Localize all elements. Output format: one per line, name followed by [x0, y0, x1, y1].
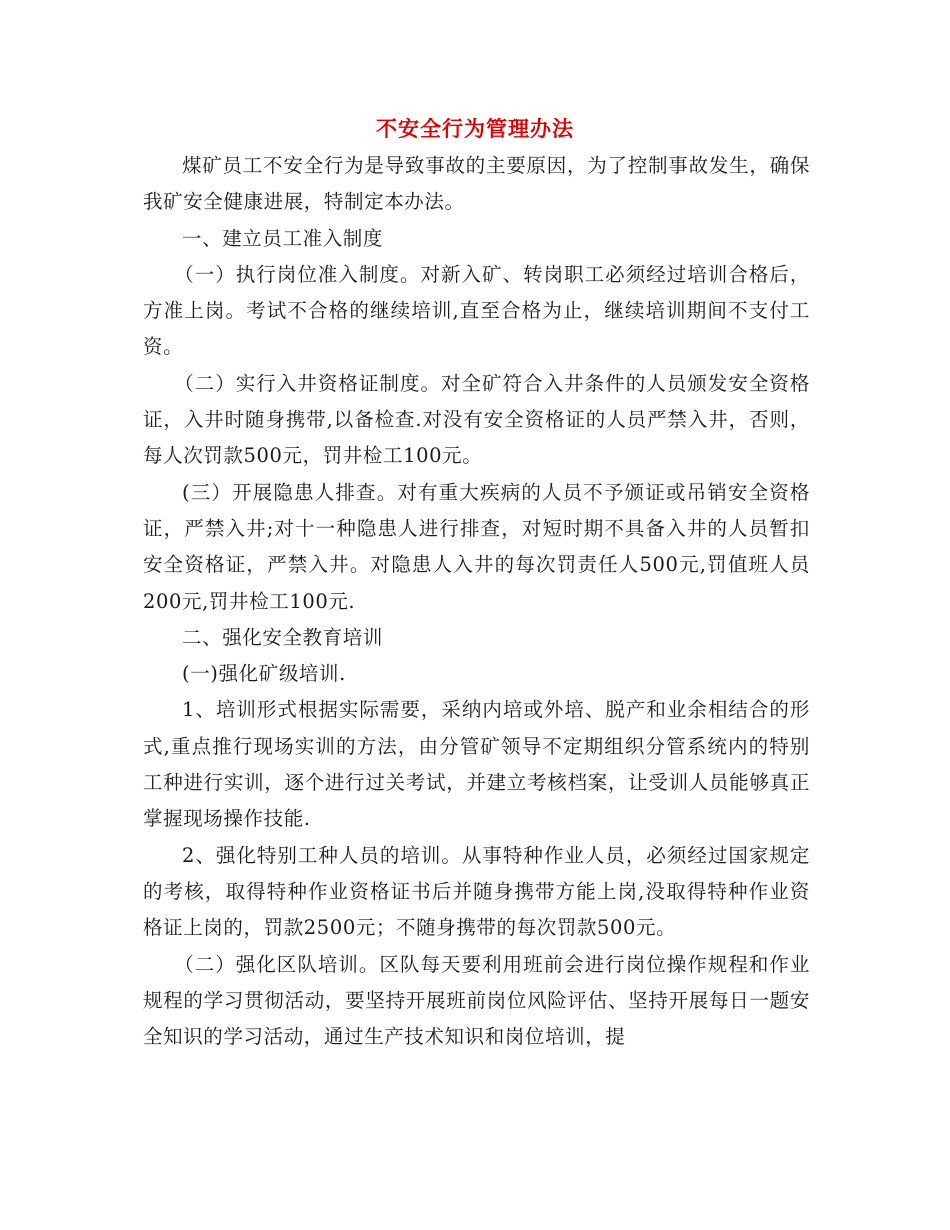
document-title: 不安全行为管理办法 [376, 116, 574, 141]
intro-paragraph: 煤矿员工不安全行为是导致事故的主要原因，为了控制事故发生，确保我矿安全健康进展，特制定本办法。 [143, 154, 810, 214]
paragraph-2-2: （二）强化区队培训。区队每天要利用班前会进行岗位操作规程和作业规程的学习贯彻活动，要坚持开展班前岗位风险评估、坚持开展每日一题安全知识的学习活动，通过生产技术知识和岗位培训，提 [143, 952, 810, 1049]
paragraph-2-1-1: 1、培训形式根据实际需要，采纳内培或外培、脱产和业余相结合的形式,重点推行现场实训的方法，由分管矿领导不定期组织分管系统内的特别工种进行实训，逐个进行过关考试，并建立考核档案，让受训人员能够真正掌握现场操作技能. [143, 698, 810, 831]
paragraph-1-2: （二）实行入井资格证制度。对全矿符合入井条件的人员颁发安全资格证，入井时随身携带,以备检查.对没有安全资格证的人员严禁入井，否则，每人次罚款500元，罚井检工100元。 [143, 371, 810, 468]
section-heading-2: 二、强化安全教育培训 [182, 625, 384, 649]
subheading-2-1: (一)强化矿级培训. [182, 662, 346, 686]
paragraph-1-3: (三）开展隐患人排查。对有重大疾病的人员不予颁证或吊销安全资格证，严禁入井;对十一种隐患人进行排查，对短时期不具备入井的人员暂扣安全资格证，严禁入井。对隐患人入井的每次罚责任人500元,罚值班人员200元,罚井检工100元. [143, 480, 810, 613]
document-body [143, 148, 810, 1055]
paragraph-2-1-2: 2、强化特别工种人员的培训。从事特种作业人员，必须经过国家规定的考核，取得特种作业资格证书后并随身携带方能上岗,没取得特种作业资格证上岗的，罚款2500元；不随身携带的每次罚款500元。 [143, 843, 810, 940]
paragraph-1-1: （一）执行岗位准入制度。对新入矿、转岗职工必须经过培训合格后，方准上岗。考试不合格的继续培训,直至合格为止，继续培训期间不支付工资。 [143, 262, 810, 359]
section-heading-1: 一、建立员工准入制度 [182, 226, 384, 250]
